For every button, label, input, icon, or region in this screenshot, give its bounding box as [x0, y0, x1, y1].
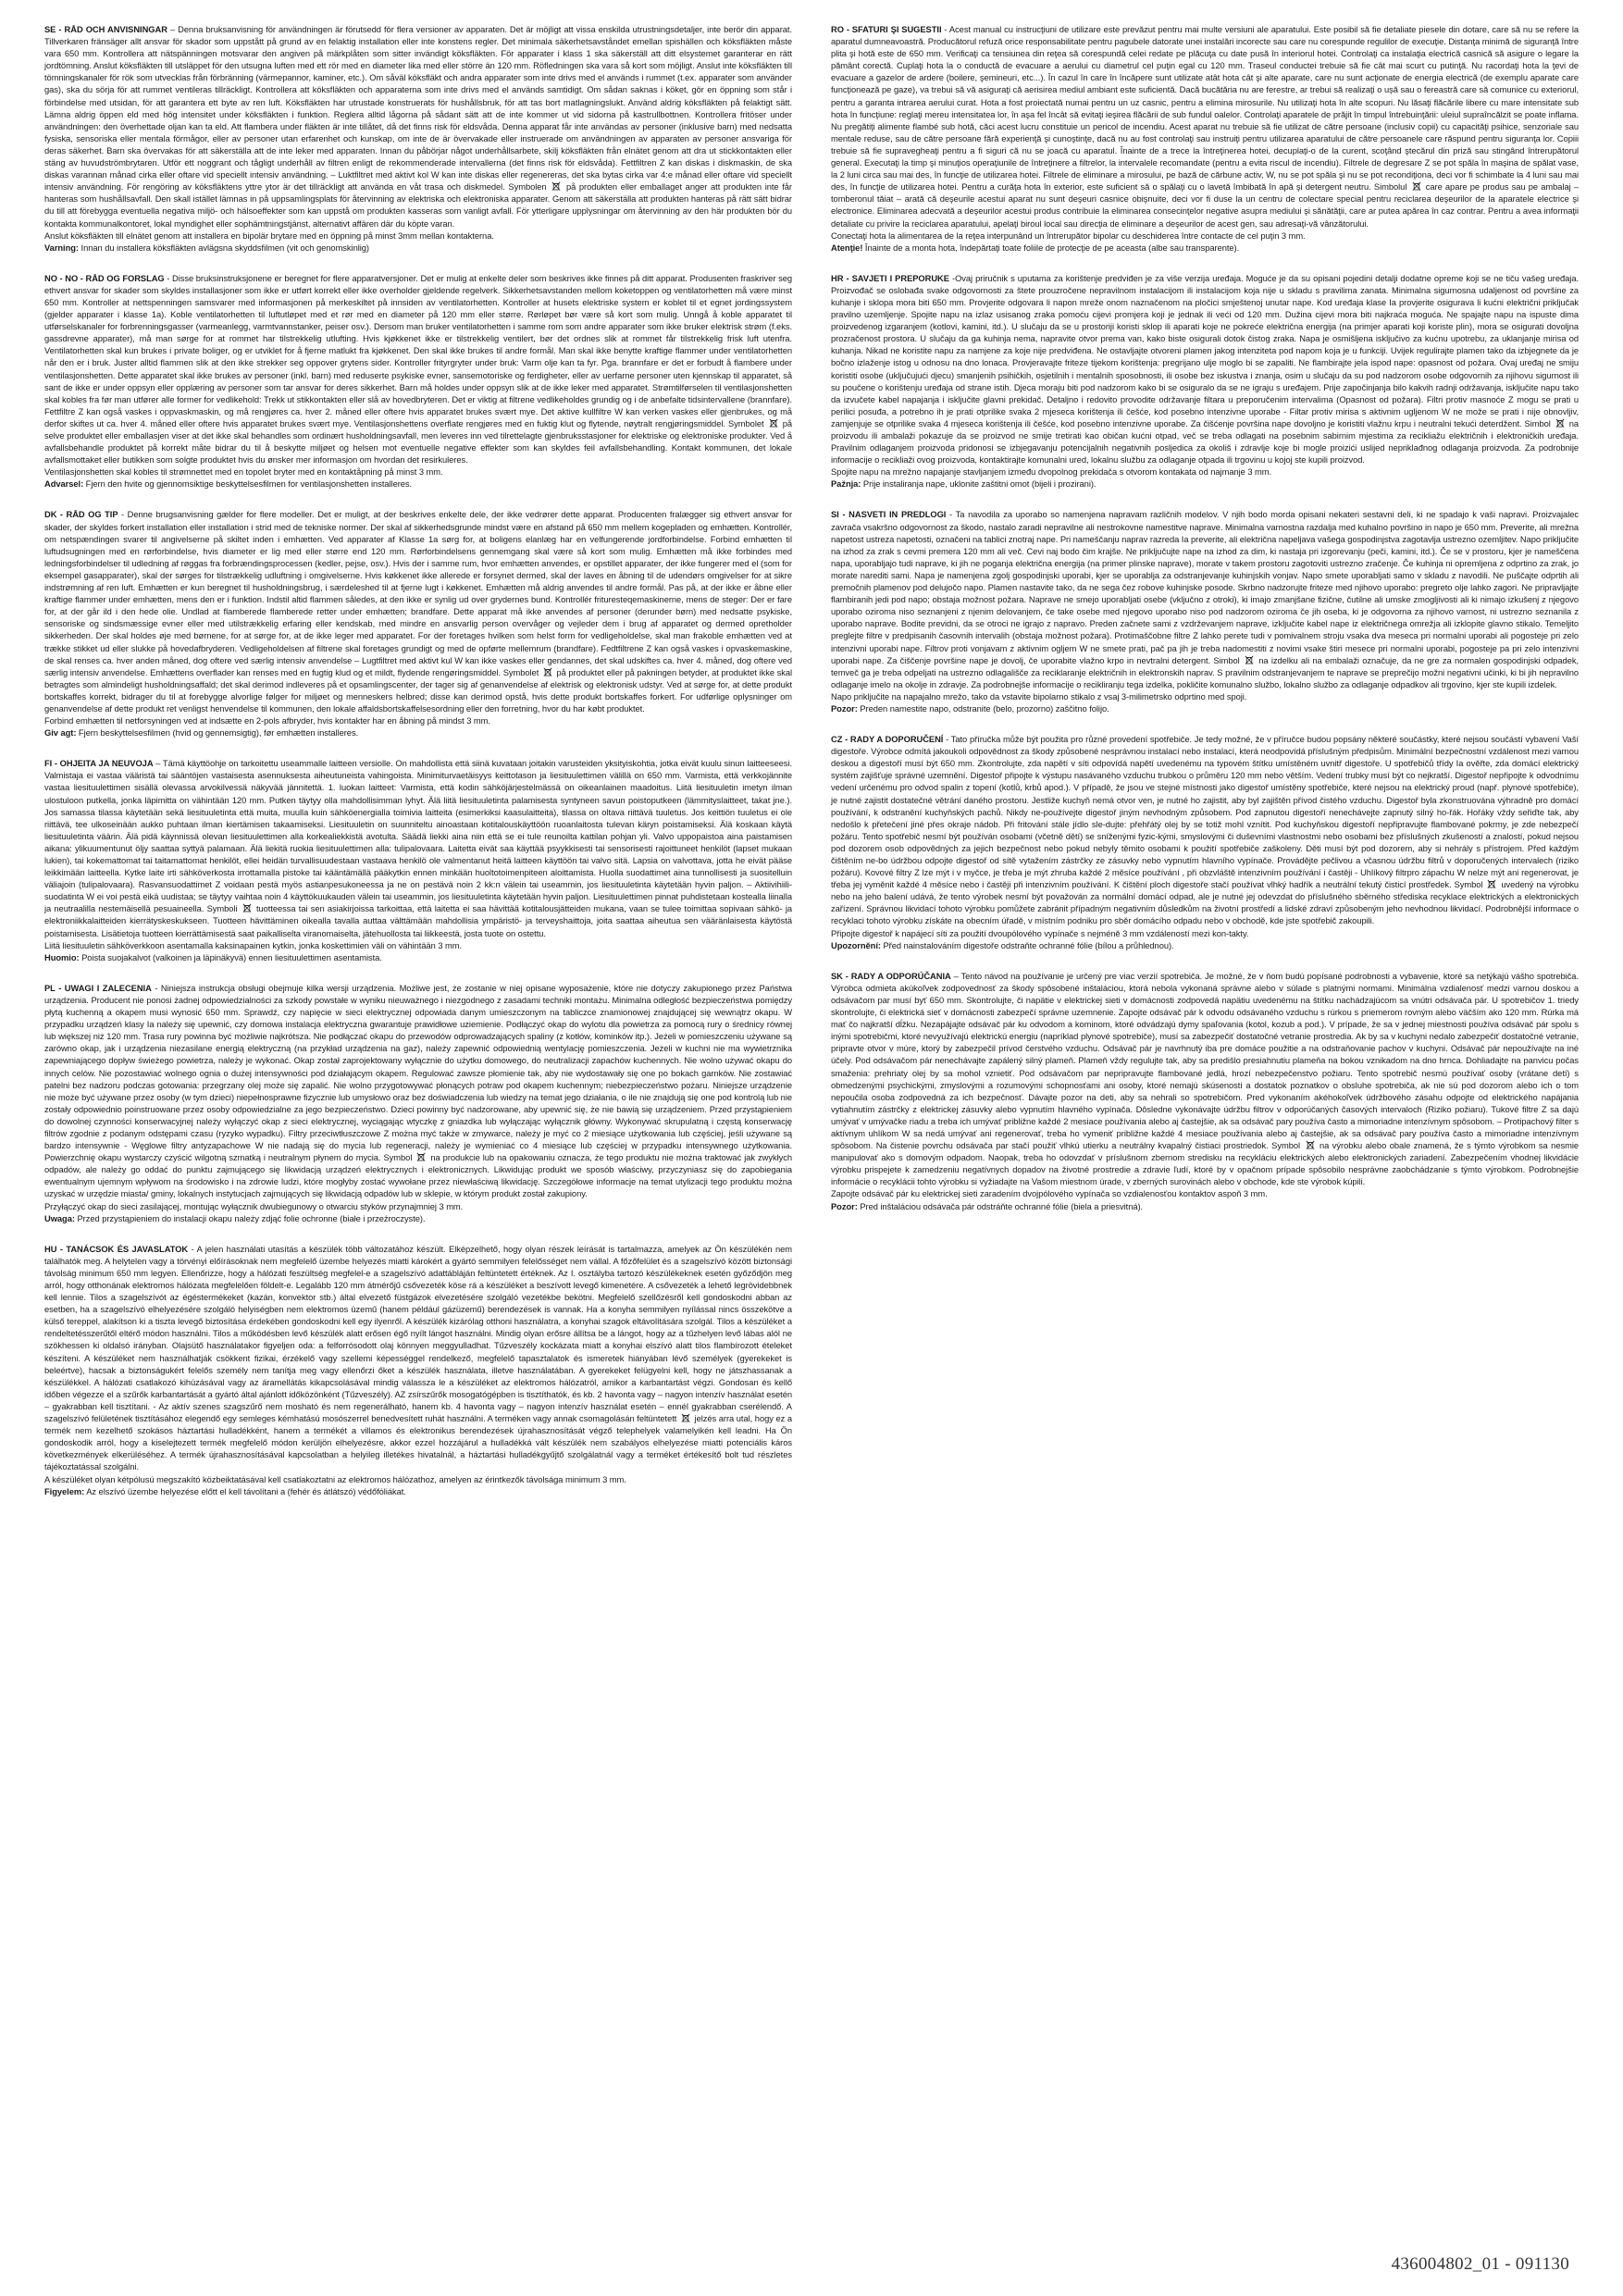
section-cz: [831, 734, 1579, 952]
section-pl: [44, 983, 792, 1225]
section-heading: SK - RADY A ODPORÚČANIA: [831, 971, 951, 981]
recycle-bin-icon: [242, 903, 252, 912]
section-hr: [831, 273, 1579, 491]
section-body: DK - RÅD OG TIP - Denne brugsanvisning gælder for flere modeller. Det er muligt, at der beskrives enkelte dele, der ikke vedrører dette apparat. Producenten fralægger sig ethvert ansvar for skader, der skyldes forkert installation eller installation i strid med de tekniske normer. Der skal af sikkerhedsgrunde mindst være en afstand på 650 mm mellem kogepladen og emhætten. Kontrollér, om netspændingen svarer til angivelserne på skiltet inden i emhætten. Ved apparater af Klasse 1a sørg for, at boligens elanlæg har en velfungerende jordforbindelse. Forbind emhætten til luftudsugningen med en rørforbindelse, hvis diameter er lig med eller større end 120 mm. Rørforbindelsens gennemgang skal være så kort som mulig. Emhætten må ikke forbindes med ledningsforbindelser til udledning af røggas fra forbrændingsprocessen (kedler, pejse, osv.). Hvis der i samme rum, hvor emhætten anvendes, er opstillet apparater, der ikke fungerer med el (som for eksempel gasapparater), skal der sørges for tilstrækkelig udluftning i omgivelserne. Hvis køkkenet ikke allerede er forsynet dermed, skal der laves en åbning til de udendørs omgivelser for at sikre indstrømning af ren luft. Emhætten er kun beregnet til husholdningsbrug, i særdeleshed til at fjerne lugt i køkkenet. Emhætten må aldrig anvendes til andre formål. Pas på, at der ikke er åbne eller kraftige flammer under emhætten, mens den er i funktion. Indstil altid flammen således, at den ikke er synlig ud over grydernes bund. Kontrollér frituresteqemaskinerne, mens de steger: Der er fare for, at der går ild i den hede olie. Undlad at flamberede flamberede retter under emhætten; brandfare. Dette apparat må ikke anvendes af personer (derunder børn) med nedsatte psykiske, sensoriske og sindsmæssige evner eller med utilstrækkelig erfaring eller kendskab, med mindre en ansvarlig person overvåger og vejleder dem i brug af apparatet og dermed opretholder sikkerheden. Der skal holdes øje med børnene, for at sørge for, at de ikke leger med apparatet. For der foretages hvilken som helst form for vedligeholdelse, skal man frakoble emhætten ved at trække stikket ud eller slukke på hovedafbryderen. Vedligeholdelsen af filtrene skal foretages grundigt og med de opførte mellemrum (brandfare). Fedtfiltrene Z kan også vaskes i opvaskemaskine, de skal renses ca. hver anden måned, dog oftere ved særlig intensiv anvendelse – Lugtfiltret med aktivt kul W kan ikke vaskes eller gendannes, det skal udskiftes ca. hver 4. måned, dog oftere ved særlig intensiv anvendelse. Emhættens overflader kan renses med en fugtig klud og et mildt, flydende rengøringsmiddel. Symbolet på produktet eller på pakningen betyder, at produktet ikke skal betragtes som almindeligt husholdningsaffald; det skal derimod indleveres på et opsamlingscenter, der tager sig af genanvendelse af elektrisk og elektronisk udstyr. Ved at sørge for, at dette produkt bortskaffes korrekt, bidrager du til at forebygge alvorlige følger for miljøet og menneskers helbred; disse kan derimod opstå, hvis dette produkt bortskaffes forkert. For udførlige oplysninger om genanvendelse af dette produkt ret venligst henvendelse til kommunen, den lokale affaldsbortskaffelsesordning eller den forretning, hvor du har købt produktet.: [44, 510, 792, 714]
recycle-bin-icon: [1306, 1140, 1315, 1149]
right-column: [831, 24, 1579, 2194]
section-warning: Varning: Innan du installera köksfläkten avlägsna skyddsfilmen (vit och genomskinlig): [44, 242, 369, 253]
section-se: [44, 24, 792, 254]
section-body: SK - RADY A ODPORÚČANIA – Tento návod na používanie je určený pre viac verzií spotrebiča. Je možné, že v ňom budú popísané podrobnosti a vybavenie, ktoré sa netýkajú vášho spotrebiča. Výrobca odmieta akúkoľvek zodpovednosť za škody spôsobené inštaláciou, ktorá nebola vykonaná správne alebo v súlade s platnými normami. Minimálna vzdialenosť medzi varnou doskou a odsávačom par musí byť 650 mm. Skontrolujte, či napätie v elektrickej sieti v domácnosti zodpovedá napätiu uvedenému na štítku nachádzajúcom sa vnútri odsávača pár. U spotrebičov 1. triedy skontrolujte, či elektrická sieť v domácnosti zabezpečí správne uzemnenie. Zapojte odsávač pár k odvodu odsávaného vzduchu s rúrkou s priemerom rovným alebo väčším ako 120 mm. Rúrka má mať čo najkratší dĺžku. Nezapájajte odsávač pár ku odvodom a kominom, ktoré odvádzajú dymy spaľovania (kotol, kozub a pod.). V prípade, že sa v jednej miestnosti používa odsávač pár spolu s inými spotrebičmi, ktoré nevyužívajú elektrickú energiu (napríklad plynové spotrebiče), musí sa zabezpečiť dostatočné vetranie prostredia. Ak by sa v kuchyni nedalo zabezpečiť dostatočné vetranie, pripravte otvor v múre, ktorý by zabezpečil prívod čerstvého vzduchu. Odsávač pár je navrhnutý iba pre domáce použitie a na odstraňovanie pachov v kuchyni. Odsávač pár nepoužívajte na iné účely. Pod odsávačom pár nenechávajte zapálený silný plameň. Plameň vždy regulujte tak, aby sa predišlo presiahnutiu plameňa na bokou vznikadom na dno hrnca. Dohliadajte na panvicu počas smaženia: prehriaty olej by sa mohol vznietiť. Pod odsávačom par nepripravujte flambované jedlá, hrozí nebezpečenstvo požiaru. Tento spotrebič nesmú používať osoby (vrátane detí) s obmedzenými psychickými, zmyslovými a rozumovými schopnosťami ani osoby, ktoré nemajú skúsenosti a dostatok poznatkov o obsluhe spotrebiča, ak nie sú pod dozorom alebo ich o tom nepoučila osoba zodpovedná za ich bezpečnosť. Dávajte pozor na deti, aby sa nehrali so spotrebičom. Pred vykonaním akéhokoľvek údržbového zásahu odpojte od elektrického napájania vytiahnutím zástrčky z elektrickej zásuvky alebo vypnutím hlavného vypínača. Dôsledne vykonávajte údržbu filtrov v odporúčaných časových intervaloch (Riziko požiaru). Tukové filtre Z sa dajú umývať v umývačke riadu a treba ich umývať približne každé 2 mesiace používania alebo aj častejšie, ak sa odsávač pary používa často a mimoriadne intenzívnym spôsobom. – Protipachový filter s aktívnym uhlíkom W sa nedá umývať ani regenerovať, treba ho vymeniť približne každé 4 mesiace používania alebo aj častejšie, ak sa odsávač pary používa často a mimoriadne intenzívnym spôsobom. Na čistenie povrchu odsávača par stačí použiť vlhkú utierku a neutrálny kvapalný čistiaci prostriedok. Symbol na výrobku alebo obale znamená, že s týmto výrobkom sa nesmie manipulovať ako s domovým odpadom. Naopak, treba ho odovzdať v príslušnom zbernom stredisku na recykláciu elektrických alebo elektronických zariadení. Zabezpečením vhodnej likvidácie výrobku prispejete k zamedzeniu negatívnych dopadov na životné prostredie a zdravie ľudí, ktoré by v opačnom prípade spôsobilo nesprávne zaobchádzanie s týmto výrobkom. Podrobnejšie informácie o recyklácii tohto výrobku si vyžiadajte na Vašom miestnom úrade, v zberných surovinách alebo v obchode, kde ste výrobok kúpili.: [831, 971, 1579, 1187]
section-sk: [831, 971, 1579, 1213]
section-connection-note: Conectaţi hota la alimentarea de la reţea interpunând un întrerupător bipolar cu deschiderea între contacte de cel puţin 3 mm.: [831, 230, 1306, 241]
left-column: [44, 24, 792, 2194]
section-warning: Pozor: Preden namestite napo, odstranite (belo, prozorno) zaščitno folijo.: [831, 703, 1109, 714]
section-connection-note: Forbind emhætten til netforsyningen ved at indsætte en 2-pols afbryder, hvis kontakter har en åbning på mindst 3 mm.: [44, 716, 490, 726]
section-warning: Huomio: Poista suojakalvot (valkoinen ja läpinäkyvä) ennen liesituulettimen asentamista.: [44, 952, 382, 962]
section-warning: Atenţie! Înainte de a monta hota, îndepărtaţi toate foliile de protecţie de pe aceasta (albe sau transparente).: [831, 242, 1240, 253]
section-heading: FI - OHJEITA JA NEUVOJA: [44, 759, 154, 769]
section-warning: Figyelem: Az elszívó üzembe helyezése előtt el kell távolítani a (fehér és átlátszó) védőfóliákat.: [44, 1486, 406, 1496]
recycle-bin-icon: [1245, 655, 1254, 664]
section-heading: PL - UWAGI I ZALECENIA: [44, 983, 152, 993]
section-connection-note: Napo priključite na napajalno mrežo, tako da vstavite bipolarno stikalo z vsaj 3-milimetrsko odprtino med spoji.: [831, 691, 1247, 701]
section-heading: RO - SFATURI ŞI SUGESTII: [831, 25, 942, 34]
section-heading: DK - RÅD OG TIP: [44, 510, 118, 520]
section-heading: NO - NO - RÅD OG FORSLAG: [44, 273, 165, 283]
section-fi: [44, 758, 792, 964]
columns: [44, 24, 1579, 2194]
section-connection-note: Anslut köksfläkten till elnätet genom att installera en bipolär brytare med en öppning på minst 3mm mellan kontakterna.: [44, 230, 494, 241]
section-warning: Giv agt: Fjern beskyttelsesfilmen (hvid og gennemsigtig), før emhætten installeres.: [44, 728, 359, 738]
section-heading: CZ - RADY A DOPORUČENÍ: [831, 735, 944, 745]
section-body: NO - NO - RÅD OG FORSLAG - Disse bruksinstruksjonene er beregnet for flere apparatversjoner. Det er mulig at enkelte deler som beskrives ikke finnes på ditt apparat. Produsenten fraskriver seg ethvert ansvar for skader som skyldes installasjoner som ikke er utført korrekt eller ikke overholder gjeldende regelverk. Sikkerhetsavstanden mellom koketoppen og ventilatorhetten må være minst 650 mm. Kontroller at nettspenningen samsvarer med informasjonen på merkeskiltet på innsiden av ventilatorhetten. Kontroller at husets elektriske system er koblet til et egnet jordingssystem (gjelder apparater i klasse 1a). Koble ventilatorhetten til luftutløpet med et rør med en diameter på 120 mm eller større. Rørløpet bør være så kort som mulig. Unngå å koble apparatet til utførselskanaler for forbrenningsgasser (varmeanlegg, varmtvannstanker, peiser osv.). Dersom man bruker ventilatorhetten i samme rom som andre apparater som ikke bruker elektrisk strøm (f.eks. gassdrevne apparater), må man sørge for at rommet har tilstrekkelig utlufting. Hvis kjøkkenet ikke er tilstrekkelig ventilert, bør det ordnes slik at rommet får tilstrekkelig frisk luft utenfra. Ventilatorhetten skal kun brukes i private boliger, og er utviklet for å fjerne matlukt fra kjøkkenet. Den skal ikke brukes til andre formål. Man skal ikke benytte kraftige flammer under ventilatorhetten når den er i bruk. Juster alltid flammen slik at den ikke strekker seg oppover grytens sider. Kontroller frityrgryter under bruk: Varm olje kan ta fyr. Pga. brannfare er det er forbudt å flambere under ventilasjonshetten. Dette apparatet skal ikke brukes av personer (inkl. barn) med reduserte psykiske evner, sansemotoriske og ferdigheter, eller av uerfarne personer uten kjennskap til apparatet, så sant de ikke er under oppsyn eller opplæring av personer som tar ansvar for deres sikkerhet. Barn må holdes under oppsyn slik at de ikke leker med apparatet. Strømtilførselen til ventilasjonshetten skal kobles fra før man utfører alle former for vedlikehold: Trekk ut stikkontakten eller slå av hovedbryteren. Det er viktig at filtrene vedlikeholdes grundig og i de anbefalte tidsintervallene (brannfare). Fettfiltre Z kan også vaskes i oppvaskmaskin, og må rengjøres ca. hver 2. måned eller oftere hvis apparatet brukes svært mye. Det aktive kullfiltre W kan verken vaskes eller gjenbrukes, og må derfor skiftes ut ca. hver 4. måned eller oftere hvis apparatet brukes svært mye. Ventilasjonshettens overflate rengjøres med en fuktig klut og flytende, nøytralt rengjøringsmiddel. Symbolet på selve produktet eller emballasjen viser at det ikke skal behandles som ordinært husholdningsavfall, men leveres inn ved tilrettelagte gjenbruksstasjoner for elektriske og elektroniske produkter. Ved å avfallsbehandle produktet på korrekt måte bidrar du til å beskytte miljøet og helsen mot eventuelle negative effekter som kan skyldes feil avfallsbehandling. Kontakt kommunen, det lokale avfallsmottaket eller butikken som solgte produktet hvis du ønsker mer informasjon om hvordan det resirkuleres.: [44, 273, 792, 465]
section-connection-note: Připojte digestoř k napájecí síti za použití dvoupólového vypínače s nejméně 3 mm vzdáleností mezi kon-takty.: [831, 928, 1249, 938]
section-body: SE - RÅD OCH ANVISNINGAR – Denna bruksanvisning för användningen är förutsedd för flera versioner av apparaten. Det är möjligt att vissa enskilda utrustningsdetaljer, inte berör din apparat. Tillverkaren fränsäger allt ansvar för skador som uppstått på grund av en felaktig installation eller inte konstens regler. Det minimala säkerhetsavståndet emellan spishällen och köksfläkten måste vara 650 mm. Kontrollera att nätspänningen motsvarar den angiven på märkplåten som sitter invändigt köksfläkten. För apparater i klass 1 ska säkerställ att ditt elsystemet garanterar en rätt jordtömning. Anslut köksfläkten till utsläppet för den utsugna luften med ett rör med en diameter lika med eller större än 120 mm. Röfledningen ska vara så kort som möjligt. Anslut inte köksfläkten till tömningskanaler för rök som utvecklas från förbränning (värmepannor, kaminer, etc.). Om såväl köksfläkt och andra apparater som inte drivs med el används i rummet (t.ex. apparater som använder gas), ska du sörja för att rummet ventileras tillräckligt. Kontrollera att köksfläkten och apparaterna som inte drivs med el används samtidigt. Om sådan saknas i köket, gör en öppning som står i förbindelse med utsidan, för att garantera ett byte av ren luft. Köksfläkten har utrustade konstruerats för hushållsbruk, för att tas bort matlagningslukt. Använd aldrig köksfläkten på felaktigt sätt. Lämna aldrig öppen eld med hög intensitet under köksfläkten i funktion. Reglera alltid lågorna på sådant sätt att de inte kommer ut vid sidorna på kastrullbottnen. Kontrollera fritöser under användningen: den överhettade oljan kan ta eld. Att flambera under fläkten är inte tillåtet, då det finns risk för eldsvåda. Denna apparat får inte användas av personer (inklusive barn) med nedsatta fysiska, sensoriska eller mentala förmågor, eller av personer utan erfarenhet och kunskap, om inte de är övervakade eller instruerade om användningen av apparaten av personer ansvariga för deras säkerhet. Barn ska övervakas för att säkerställa att de inte leker med apparaten. Innan du påbörjar något underhållsarbete, skilj köksfläkten från elnätet genom att dra ut stickkontakten eller stäng av huvudströmbrytaren. Utför ett noggrant och tågligt underhåll av filtren enligt de rekommenderade intervallerna (det finns risk för eldsvåda). Fettfiltren Z kan diskas i diskmaskin, de ska diskas varannan månad cirka eller oftare vid speciellt intensiv användning. – Luktfiltret med aktivt kol W kan inte diskas eller regenereras, det ska bytas cirka var 4:e månad eller oftare vid speciellt intensiv användning. För rengöring av köksfläktens yttre ytor är det tillräckligt att använda en våt trasa och diskmedel. Symbolen på produkten eller emballaget anger att produkten inte får hanteras som hushållsavfall. Den skall istället lämnas in på uppsamlingsplats för återvinning av elektriska och elektroniska apparater. Genom att säkerställa att produkten hanteras på rätt sätt bidrar du till att förebygga eventuella negativa miljö- och hälsoeffekter som kan uppstå om produkten kasseras som vanligt avfall. För ytterligare upplysningar om återvinning av den här produkten bör du kontakta kommunalkontoret, lokal myndighet eller sophämtningstjänst, alternativt affären där du köpte varan.: [44, 25, 792, 229]
section-ro: [831, 24, 1579, 254]
section-warning: Pažnja: Prije instaliranja nape, uklonite zaštitni omot (bijeli i prozirani).: [831, 479, 1096, 490]
section-hu: [44, 1244, 792, 1498]
section-dk: [44, 509, 792, 739]
recycle-bin-icon: [1412, 181, 1421, 191]
section-body: HR - SAVJETI I PREPORUKE -Ovaj priručnik s uputama za korištenje predviđen je za više verzija uređaja. Moguće je da su opisani pojedini detalji dodatne opreme koji se ne tiču vašeg uređaja. Proizvođač se oslobađa svake odgovornosti za štete prouzročene nepravilnom instalacijom ili instalacijom koja nije u skladu s pravilima zanata. Minimalna sigurnosna udaljenost od površine za kuhanje i sklopa mora biti 650 mm. Provjerite odgovara li napon mreže onom naznačenom na pločici smještenoj unutar nape. Kod uređaja klase Ia provjerite osigurava li kućni električni priključak pravilno uzemljenje. Spojite napu na izlaz usisanog zraka pomoću cijevi promjera koji je jednak ili veći od 120 mm. Dužina cijevi mora biti najkraća moguća. Ne spajajte napu na ispuste dima proizvedenog izgaranjem (kotlovi, kamini, itd.). U slučaju da se u prostoriji koristi sklop ili aparati koje ne pokreće električna energija (na primjer aparati koji koriste plin), mora se osigurati dovoljna prozračenost prostora. U slučaju da ga kuhinja nema, napravite otvor prema van, kako biste osigurali dotok čistog zraka. Napa je osmišljena isključivo za kućnu upotrebu, za uklanjanje mirisa od kuhanja. Nikad ne koristite napu za namjene za koje nije predviđena. Ne ostavljajte otvoreni plamen jakog intenziteta pod napom koja je u funkciji. Uvijek regulirajte plamen tako da izbjegnete da je bočno izlaženje istog u odnosu na dno lonaca. Provjeravajte friteze tijekom korištenja: pregrijano ulje moglo bi se zapaliti. Ne flambirajte jela ispod nape: opasnost od požara. Ovaj uređaj ne smiju koristiti osobe (uključujući djecu) smanjenih psihičkih, osjetilnih i mentalnih sposobnosti, ili osobe bez iskustva i znanja, osim u slučaju da su pod nadzorom osobe odgovornih za njihovu sigurnost ili su poučene o korištenju uređaja od strane istih. Djeca moraju biti pod nadzorom kako bi se osiguralo da se ne igraju s uređajem. Prije započinjanja bilo kakvih radnji održavanja, isključite napu tako da izvučete kabel napajanja i isključite glavni prekidač. Detaljno i redovito provodite održavanje filtara u preporučenim intervalima (Opasnost od požara). Filtri protiv masnoće Z mogu se prati u perilici posuđa, a potrebno ih je prati otprilike svaka 2 mjeseca korištenja ili češće, kod posebno intenzivne uporabe - Filtar protiv mirisa s aktivnim ugljenom W ne može se prati i nije obnovljiv, zamjenjuje se otprilike svaka 4 mjeseca korištenja ili češće, kod posebno intenzivne uporabe. Za čišćenje površina nape dovoljno je koristiti vlažnu krpu i neutralni tekući deterdžent. Simbol na proizvodu ili ambalaži pokazuje da se proizvod ne smije tretirati kao običan kućni otpad, več se treba odlagati na posebnim sabirnim mjestima za recikliažu električnih i elektroničkih uređaja. Pravilnim odlaganjem proizvoda pridonosi se izbjegavanju potencijalnih negativnih posljedica za okoliš i zdravlje koje bi mogle proizići uslijed nepriklađnog odlaganja proizvoda. Za podrobnije informacije o recikliaži ovog proizvoda, kontaktirajte komunalni ured, lokalnu službu za odlaganje otpada ili trgovinu u kojoj ste kupili proizvod.: [831, 273, 1579, 465]
recycle-bin-icon: [551, 181, 561, 191]
section-body: PL - UWAGI I ZALECENIA - Niniejsza instrukcja obsługi obejmuje kilka wersji urządzenia. Możliwe jest, że zostanie w niej opisane wyposażenie, które nie dotyczy zakupionego przez Państwa urządzenia. Producent nie ponosi żadnej odpowiedzialności za szkody powstałe w wyniku nieuważnego i niezgodnego z zasadami techniki montażu. Minimalna odległość bezpieczeństwa pomiędzy płytą kuchenną a okapem musi wynosić 650 mm. Sprawdź, czy napięcie w sieci elektrycznej odpowiada danym umieszczonym na tabliczce znamionowej znajdującej się wewnątrz okapu. W przypadku urządzeń klasy Ia należy się upewnić, czy domowa instalacja elektryczna gwarantuje prawidłowe uziemienie. Podłączyć okap do wylotu dla powietrza za pomocą rury o średnicy równej lub większej niż 120 mm. Trasa rury powinna być możliwie najkrótsza. Nie podłączać okapu do przewodów odprowadzających spaliny (z kotłów, kominków itp.). Jeżeli w pomieszczeniu używane są zarówno okap, jak i urządzenia niezasilane energią elektryczną (na przykład urządzenia na gaz), należy zapewnić odpowiednią wentylację pomieszczenia. Jeżeli w kuchni nie ma wywietrznika zapewniającego dopływ świeżego powietrza, należy je wykonać. Okap został zaprojektowany wyłącznie do użytku domowego, do neutralizacji zapachów kuchennych. Nie wolno używać okapu do innych celów. Nie pozostawiać wolnego ognia o dużej intensywności pod działającym okapem. Regulować zawsze płomienie tak, aby nie wydostawały się one po bokach garnków. Nie zostawiać patelni bez nadzoru podczas gotowania: przegrzany olej może się zapalić. Nie wolno przygotowywać płonących potraw pod okapem kuchennym; niebezpieczeństwo pożaru. Niniejsze urządzenie nie może być używane przez osoby (w tym dzieci) niepełnosprawne fizycznie lub umysłowo oraz bez doświadczenia lub wiedzy na temat jego działania, o ile nie znajdują się one pod kontrolą lub nie zostały odpowiednio poinstruowane przez osoby odpowiedzialne za jego bezpieczeństwo. Dzieci powinny być nadzorowane, aby upewnić się, że nie bawią się urządzeniem. Przed przystąpieniem do dowolnej czynności konserwacyjnej należy wyłączyć okap z sieci elektrycznej, wyciągając wtyczkę z gniazdka lub wyłączając wyłącznik główny. Wykonywać skrupulatną i częstą konserwację filtrów zgodnie z podanym odstępami czasu (ryzyko wypadku). Filtry przeciwtłuszczowe Z można myć także w zmywarce, należy je myć co 2 miesiące użytkowania lub częściej, jeśli używane są bardzo intensywnie - Węglowe filtry antyzapachowe W nie nadają się do mycia lub regeneracji, należy je wymieniać co 4 miesiące lub częściej w przypadku intensywnego użytkowania. Powierzchnię okapu wystarczy czyścić wilgotną szmatką i neutralnym płynem do mycia. Symbol na produkcie lub na opakowaniu oznacza, że tego produktu nie można traktować jak zwykłych odpadów, ale należy go oddać do punktu zajmującego się likwidacją urządzeń elektrycznych i elektronicznych. Likwidując produkt we sposób właściwy, przyczyniasz się do zapobiegania ewentualnym ujemnym wpływom na środowisko i na zdrowie ludzi, które mogłyby zostać wywołane przez niewłaściwą likwidację. Szczegółowe informacje na temat utylizacji tego produktu można uzyskać w urzędzie miasta/ gminy, lokalnych instytucjach zajmujących się likwidacją odpadów lub w sklepie, w którym produkt został zakupiony.: [44, 983, 792, 1199]
section-connection-note: A készüléket olyan kétpólusú megszakító közbeiktatásával kell csatlakoztatni az elektromos hálózathoz, amelyen az érintkezők távolsága minimum 3 mm.: [44, 1474, 626, 1484]
section-connection-note: Zapojte odsávač pár ku elektrickej sieti zaradením dvojpólového vypínača so vzdialenosťou kontaktov aspoň 3 mm.: [831, 1189, 1268, 1199]
section-si: [831, 509, 1579, 715]
section-connection-note: Przyłączyć okap do sieci zasilającej, montując wyłącznik dwubiegunowy o otwarciu styków przynajmniej 3 mm.: [44, 1201, 464, 1211]
section-body: SI - NASVETI IN PREDLOGI - Ta navodila za uporabo so namenjena napravam različnih modelov. V njih bodo morda opisani nekateri sestavni deli, ki ne spadajo k vaši napravi. Proizvajalec zavrača vsakršno odgovornost za škodo, nastalo zaradi nepravilne ali nestrokovne namestitve naprave. Minimalna varnostna razdalja med kuhalno površino in napo je 650 mm. Preverite, ali mrežna napetost ustreza napetosti, označeni na tablici znotraj nape. Pri nameščanju naprav razreda Ia preverite, ali električna napeljava vašega gospodinjstva zagotavlja ustrezno ozemljitev. Napo priključite na izhod za zrak s cevmi premera 120 mm ali več. Cevi naj bodo čim krajše. Ne priključujte nape na izhod za dim, ki nastaja pri izgorevanju (peči, kamini, itd.). Če se v prostoru, kjer je nameščena napa, uporabljajo tudi naprave, ki jih ne poganja električna energija (na primer plinske naprave), morate v takem prostoru zagotoviti ustrezno zračenje. Če kuhinja ni opremljena z odprtino za zrak, jo morate narediti sami. Napa je namenjena zgolj gospodinjski uporabi, kjer se uporablja za odstranjevanje kuhinjskih vonjav. Napo smete uporabljati samo v skladu z navodili. Ne puščajte odprtih ali premočnih plamenov pod delujočo napo. Plamen nastavite tako, da ne sega čez robove kuhinjske posode. Skrbno nadzorujte friteze med njihovo uporabo: pregreto olje lahko zagori. Ne pripravljajte flambiranih jedi pod napo; obstaja možnost požara. Naprave ne smejo uporabljati osebe (vključno z otroki), ki imajo zmanjšane fizične, čutilne ali umske zmogljivosti ali ki nimajo izkušenj z njegovo uporabo oziroma niso seznanjeni z njenim delovanjem, če take osebe med njegovo uporabo niso pod nadzorom oziroma če jih oseba, ki je odgovorna za njihovo varnost, ni ustrezno seznanila z uporabo naprave. Bodite previdni, da se otroci ne igrajo z napravo. Preden začnete sami z vzdrževanjem naprave, izključite kabel nape iz električnega omrežja ali izklopite glavno stikalo. Temeljito preglejte filtre v predpisanih časovnih intervalih (obstaja možnost požara). Protimaščobne filtre Z lahko perete tudi v pomivalnem stroju vsaka dva meseca pri normalni uporabi ali pogosteje pri zelo intenzivni uporabi nape. Filtrov proti vonjavam z aktivnim ogljem W ne smete prati, pač pa jih je treba nadomestiti z novimi vsake štiri mesece pri normalni uporabi, pogosteje pa pri zelo intenzivni uporabi nape. Za čiščenje površine nape je dovolj, če uporabite vlažno krpo in nevtralni detergent. Simbol na izdelku ali na embalaži označuje, da ne gre za normalen gospodinjski odpadek, temveč ga je treba odpeljati na ustrezno odlagališče za reciklaranje električnih in elektronskih naprav. S pravilnim odstranjevanjem te naprave se preprečijo možni negativni učinki, ki bi jih nepravilno odlaganje imelo na okolje in zdravje. Za podrobnejše informacije o recikliranju tega izdelka, pokličite komunalno službo, lokalno službo za odlaganje odpadkov ali trgovino, kjer ste kupili izdelek.: [831, 510, 1579, 689]
section-body: RO - SFATURI ŞI SUGESTII - Acest manual cu instrucţiuni de utilizare este prevăzut pentru mai multe versiuni ale aparatului. Este posibil să fie detaliate piesele din dotare, care să nu se refere la aparatul dumneavoastră. Producătorul refuză orice responsabilitate pentru pagubele datorate unei instalări incorecte sau care nu corespunde regulilor de execuţie. Distanţa minimă de siguranţă între plita şi hotă este de 650 mm. Verificaţi ca tensiunea din reţea să corespundă celei redate pe plăcuţa cu date pusă în interiorul hotei. Controlaţi ca instalaţia electrică casnică să asigure o legare la pământ corectă. Cuplaţi hota la o conductă de evacuare a aerului cu diametrul cel puţin egal cu 120 mm. Traseul conductei trebuie să fie cât mai scurt cu putinţă. Nu racordaţi hota la ţevi de evacuare a gazelor de ardere (boilere, şemineuri, etc...). În cazul în care în încăpere sunt utilizate atât hota cât şi alte aparate, care nu sunt acţionate de energia electrică (de exemplu aparate care funcţionează pe gaze), va trebui să vă asiguraţi că aerisirea mediul ambiant este suficientă. Dacă bucătăria nu are ferestre, ar trebui să realizaţi o ușă sau o fereastră care să comunice cu exteriorul, pentru a garanta intrarea aerului curat. Hota a fost proiectată numai pentru un uz casnic, pentru a elimina mirosurile. Nu utilizaţi hota în alte scopuri. Nu lăsaţi flăcările libere cu mare intensitate sub hota în funcţiune: reglaţi mereu intensitatea lor, în aşa fel încât să evitaţi ieşirea flăcării de sub fundul oalelor. Controlaţi aparatele de prăjit în timpul întrebuinţării: uleiul supraîncălzit se poate inflama. Nu pregătiţi alimente flambé sub hotă, căci acest lucru constituie un pericol de incendiu. Acest aparat nu trebuie să fie utilizat de către persoane (inclusiv copii) cu capacităţi psihice, senzoriale sau mentale reduse, sau de către persoane fără experienţă şi cunoştinţe, dacă nu au fost controlaţi sau instruiţi pentru utilizarea aparatului de către persoanele care răspund pentru siguranţa lor. Copiii trebuie să fie supravegheaţi pentru a fi siguri că nu se joacă cu aparatul. Înainte de a trece la întreţinerea hotei, decuplaţi-o de la curent, scoţând ştecărul din priză sau stingând întrerupătorul general. Executaţi la timp şi minuţios operaţiunile de întreţinere a filtrelor, la intervalele recomandate (pentru a evita riscul de incendiu). Filtrele de degresare Z se pot spăla în maşina de spălat vase, la 2 luni circa sau mai des, în funcţie de utilizarea hotei. Filtrele de eliminare a mirosului, pe bază de cărbune activ, W, nu se pot spăla şi nu se pot recondiţiona, deci vor fi schimbate la 4 luni sau mai des, în funcţie de utilizarea hotei. Pentru a curăţa hota în exterior, este suficient să o spălaţi cu o lavetă îmbibată în apă şi detergent neutru. Simbolul care apare pe produs sau pe ambalaj – tomberonul tăiat – arată că deşeurile acestui aparat nu sunt deşeuri casnice obişnuite, deci vor fi duse la un centru de colectare special pentru reciclarea deşeurilor de la aparatele electrice şi electronice. Eliminarea adecvată a deşeurilor acestui produs contribuie la eliminarea consecinţelor negative asupra mediului şi sănătăţii, care ar putea apărea în caz contrar. Pentru a avea informaţii detaliate cu privire la reciclarea aparatului, apelaţi biroul local sau direcţia de eliminare a deşeurilor de acest gen, sau adresaţi-vă vânzătorului.: [831, 25, 1579, 229]
recycle-bin-icon: [1555, 418, 1565, 428]
section-connection-note: Ventilasjonshetten skal kobles til strømnettet med en topolet bryter med en kontaktåpning på minst 3 mm.: [44, 467, 443, 478]
section-body: HU - TANÁCSOK ÉS JAVASLATOK - A jelen használati utasítás a készülék több változatához készült. Elképzelhető, hogy olyan részek leírását is tartalmazza, amelyek az Ön készülékén nem találhatók meg. A helytelen vagy a törvényi előírásoknak nem megfelelő üzembe helyezés miatti károkért a gyártó semmilyen felelősséget nem vállal. A főzőfelület és a szagelszívó között biztonsági távolság minimum 650 mm legyen. Ellenőrizze, hogy a hálózati feszültség megfelel-e a szagelszívó adattábláján feltüntetett értéknek. Az I. osztályba tartozó készülékeknek esetén győződjön meg arról, hogy otthonának elektromos hálózata megfelelően földelt-e. Legalább 120 mm átmérőjű csővezeték köse rá a készüléket a beszívott levegő kimenetére. A csővezeték a lehető legrövidebbnek kell lennie. Tilos a szagelszívót az égéstermékeket (kazán, konvektor stb.) által elvezető füstgázok elvezetésére szolgáló vezetékbe bekötni. Megfelelő szellőzésről kell gondoskodni abban az esetben, ha a szagelszívó elhelyezésére szolgáló helyiségben nem elektromos üzemű (hanem például gázüzemű) berendezések is vannak. Ha a konyha semmilyen nyílással nincs összekötve a külső tereppel, alakítson ki a tiszta levegő biztosítása érdekében gondoskodni kell egy ilyenről. A készülék kizárólag otthoni használatra, a konyhai szagok eltávolítására szolgál. Tilos a készüléket a rendeltetésszerűtől eltérő módon használni. Tilos a működésben levő készülék alatt erősen égő nyílt lángot használni. Mindig olyan erősre állítsa be a lángot, hogy az a tűzhelyen levő lábas alól ne szökhessen ki oldalsó irányban. Olajsütő használatakor figyeljen oda: a felforrósodott olaj könnyen meggyulladhat. Tűzveszély kockázata miatt a konyhai elszívó alatt tilos flambírozott ételeket készíteni. A készüléket nem használhatják csökkent fizikai, érzékelő vagy szellemi képességgel rendelkező, megfelelő tapasztalatok és ismeretek hiányában lévő személyek (gyerekeket is beleértve), hacsak a biztonságukért felelős személy nem tanítja meg vagy ellenőrzi őket a készülék használata, illetve használatában. A gyerekeket felügyelni kell, hogy ne játszhassanak a készülékkel. A hálózati csatlakozó kihúzásával vagy az áramellátás kikapcsolásával mindig válassza le a készüléket az elektromos hálózatról, amikor a karbantartást végzi. Gondosan és kellő időben végezze el a szűrők karbantartását a gyártó által ajánlott időközönként (Tűzveszély). AZ zsírszűrők mosogatógépben is tisztíthatók, és kb. 2 havonta vagy – nagyon intenzív használat esetén – gyakrabban kell tisztítani. - Az aktív szenes szagszűrő nem mosható és nem regenerálható, hanem kb. 4 havonta vagy – nagyon intenzív használat esetén – ennél gyakrabban cserélendő. A szagelszívó felületének tisztításához elegendő egy semleges kémhatású mosószerrel benedvesített ruhát használni. A terméken vagy annak csomagolásán feltüntetett jelzés arra utal, hogy ez a termék nem kezelhető szokásos háztartási hulladékként, hanem a termékét a villamos és elektronikus berendezések újrahasznosítását végző telephelyek valamelyikén kell leadni. Ha Ön gondoskodik arról, hogy a kiselejtezett termék megfelelő módon kerüljön elhelyezésre, akkor ezzel hozzájárul a hulladékká vált készülék nem szabályos elhelyezése miatti potenciális káros következmények elkerüléséhez. A termék újrahasznosításával kapcsolatban a helyileg illetékes hivatalnál, a háztartási hulladékgyűjtő szolgálatnál vagy a terméket értékesítő bolt tud részletes tájékoztatással szolgálni.: [44, 1244, 792, 1472]
section-heading: SE - RÅD OCH ANVISNINGAR: [44, 25, 167, 34]
recycle-bin-icon: [681, 1413, 690, 1422]
section-warning: Pozor: Pred inštaláciou odsávača pár odstráňte ochranné fólie (biela a priesvitná).: [831, 1201, 1144, 1211]
section-body: FI - OHJEITA JA NEUVOJA – Tämä käyttöohje on tarkoitettu useammalle laitteen versiolle. On mahdollista että siinä kuvataan joitakin varusteiden yksityiskohtia, jotka eivät kuulu sinun laitteeseesi. Valmistaja ei vastaa vääristä tai sääntöjen vastaisesta asennuksesta aiheutuneista vahingoista. Minimiturvaetäisyys keittotason ja liesituulettimen välillä on 650 mm. Varmista, että verkkojännite vastaa liesituulettimen sisällä olevassa arvokilvessä näkyvää jännitettä. 1. luokan laitteet: Varmista, että kodin sähköjärjestelmässä on oikeanlainen maadoitus. Liitä liesituuletin imetyn ilman ulostuloon putkella, jonka läpimitta on vähintään 120 mm. Putken täytyy olla mahdollisimman lyhyt. Älä liitä liesituuletinta palamisesta syntyneen savun poistoputkeen (lämmityslaitteet, takat jne.). Jos samassa tilassa käytetään sekä liesituuletinta että muita, muulla kuin sähköenergialla toimivia laitteita (esimerkiksi kaasulaitteita), tilassa on oltava riittävä tuuletus. Jos keittiön tuuletus ei ole riittävä, tee ulkoseinään aukko puhtaan ilman kiertämisen takaamiseksi. Liesituuletin on suunniteltu ainoastaan kotitalouskäyttöön ruoanlaitosta tulevan käryn poistamiseksi. Älä koskaan käytä liesituuletinta väärin. Älä pidä käynnissä olevan liesituulettimen alla korkealiekkistä avotulta. Säädä liekki aina niin että se ei tule reunoilta kattilan pohjan yli. Valvo uppopaistoa aina paistamisen aikana: ylikuumentunut öljy saattaa syttyä palamaan. Älä liekitä ruokia liesituulettimen alla: tulipalovaara. Laitetta eivät saa käyttää psyykkisesti tai sensorisesti rajoittuneet henkilöt (lapset mukaan lukien), tai kokemattomat tai taitamattomat henkilöt, ellei heidän turvallisuudestaan vastaava henkilö ole valmentanut heitä laitteen käyttöön tai valvo sitä. Lapsia on valvottava, jotta he eivät pääse leikkimään laitteella. Kytke laite irti sähköverkosta irrottamalla pistoke tai kääntämällä pääkytkin ennen minkään huoltotoimenpiteen aloittamista. Huolla suodattimet aina tunnollisesti ja suositelluin väliajoin (tulipalovaara). Rasvansuodattimet Z voidaan pestä myös astianpesukoneessa ja ne on pestävä noin 2 kk:n välein tai useammin, jos liesituuletinta käytetään hyvin paljon. – Aktiivihiili-suodatinta W ei voi pestä eikä uudistaa; se täytyy vaihtaa noin 4 käyttökuukauden välein tai useammin, jos liesituuletinta käytetään hyvin paljon. Liesituulettimen pinnat puhdistetaan kostealla liinalla ja neutraalilla nestemäisellä pesuaineella. Symboli tuotteessa tai sen asiakirjoissa tarkoittaa, että laitetta ei saa hävittää kotitalousjätteiden mukana, vaan se tulee toimittaa sopivaan sähkö- ja elektroniikkalaitteiden kierrätyskeskukseen. Tuotteen hävittäminen oikealla tavalla auttaa välttämään mahdollisia ympäristö- ja terveyshaittoja, joita saattaa aiheutua sen vääränlaisesta käytöstä poistamisesta. Lisätietoja tuotteen kierrättämisestä saat paikalliselta viranomaiselta, jätehuollosta tai liikkeestä, josta tuote on ostettu.: [44, 759, 792, 938]
section-heading: HU - TANÁCSOK ÉS JAVASLATOK: [44, 1244, 189, 1254]
section-connection-note: Liitä liesituuletin sähköverkkoon asentamalla kaksinapainen kytkin, jonka koskettimien väli on vähintään 3 mm.: [44, 940, 463, 950]
recycle-bin-icon: [1487, 879, 1496, 888]
recycle-bin-icon: [543, 667, 552, 676]
section-heading: HR - SAVJETI I PREPORUKE: [831, 273, 949, 283]
section-connection-note: Spojite napu na mrežno napajanje stavljanjem između dvopolnog prekidača s otvorom kontakata od najmanje 3 mm.: [831, 467, 1272, 478]
section-warning: Uwaga: Przed przystąpieniem do instalacji okapu należy zdjąć folie ochronne (białe i przeźroczyste).: [44, 1213, 426, 1223]
recycle-bin-icon: [416, 1152, 426, 1161]
section-heading: SI - NASVETI IN PREDLOGI: [831, 510, 947, 520]
section-body: CZ - RADY A DOPORUČENÍ - Tato příručka může být použita pro různé provedení spotřebiče. Je tedy možné, že v příručce budou popsány některé součástky, které nejsou součástí vybavení Vaší digestoře. Výrobce odmítá jakoukoli odpovědnost za škody způsobené nesprávnou instalací nebo instalací, která neodpovídá příslušným předpisům. Minimální bezpečnostní vzdálenost mezi varnou deskou a digestoří musí být 650 mm. Zkontrolujte, zda napětí v síti odpovídá napětí uvedenému na typovém štítku umístěném uvnitř digestoře. U spotřebičů třídy Ia ověřte, zda domácí elektrický systém zajišťuje správné uzemnění. Digestoř připojte k výstupu nasávaného vzduchu trubkou o průměru 120 mm nebo větším. Vedení trubky musí být co nejkratší. Digestoř nepřipojte k odvodnímu vedení určenému pro odvod spalin z topení (kotlů, krbů apod.). V případě, že jsou ve stejné místnosti jako digestoř umístěny spotřebiče, které nejsou na elektrický proud (např. plynové spotřebiče), je nutné zajistit dostatečné větrání daného prostoru. Jestliže kuchyň nemá otvor ven, je nutné ho zajistit, aby byl zajištěn přívod čistého vzduchu. Digestoř byla zkonstruována výhradně pro domácí používání, k odstranění kuchyňských pachů. Nikdy ne-používejte digestoř jiným nevhodným způsobem. Pod zapnutou digestoří nenechávejte zapnutý silný ho-řák. Hořáky vždy seřiďte tak, aby nedošlo k přetečení jiné přes okraje nádob. Při fritování stále jídlo sle-dujte: přehřátý olej by se totiž mohl vznítit. Pod kuchyňskou digestoří nepřipravujte flambované pokrmy, je zde nebezpečí požáru. Tento spotřebič nesmí být používán osobami (včetně dětí) se sníženými fyzic-kými, smyslovými či duševními vlastnostmi nebo osobami bez příslušných zkušeností a znalostí, pokud nejsou pod dozorem osob odpovědných za jejich bezpečnost nebo pokud nebyly těmito osobami k použití spotřebiče zaškoleny. Děti musí být pod dozorem, aby si nehrály s přístrojem. Před každým čištěním ne-bo údržbou odpojte digestoř od sítě vytažením zástrčky ze zásuvky nebo vypnutím hlavního vypínače. Provádějte pečlivou a včasnou údržbu filtrů v doporučených intervalech (riziko požáru). Kovové filtry Z lze mýt i v myčce, je třeba je mýt zhruba každé 2 měsíce používání , při obzvláště intenzivním používání i častěji - Uhlíkový filtrpro zápachu W nelze mýt ani regenerovat, je třeba jej vyměnit každé 4 měsíce nebo i častěji při intenzivním používání. K čištění ploch digestoře stačí používat vlhký hadřík a neutrální tekutý čisticí prostředek. Symbol uvedený na výrobku nebo na jeho balení udává, že tento výrobek nesmí být považován za normální domácí odpad, ale je nutné jej odevzdat do příslušného sběrného střediska recyklace elektrických a elektronických zařízení. Správnou likvidací tohoto výrobku pomůžete zabránit případným negativním důsledkům na životní prostředí a lidské zdraví způsobeným jeho nevhodnou likvidací. Podrobnější informace o recyklaci tohoto výrobku získáte na obecním úřadě, v místním podniku pro sběr domácího odpadu nebo v obchodě, kde jste spotřebič zakoupili.: [831, 735, 1579, 926]
section-no: [44, 273, 792, 491]
recycle-bin-icon: [769, 418, 778, 428]
section-warning: Advarsel: Fjern den hvite og gjennomsiktige beskyttelsesfilmen for ventilasjonshetten installeres.: [44, 479, 413, 490]
document-code: 436004802_01 - 091130: [1391, 2254, 1569, 2274]
section-warning: Upozornění: Před nainstalováním digestoře odstraňte ochranné fólie (bílou a průhlednou).: [831, 940, 1174, 950]
